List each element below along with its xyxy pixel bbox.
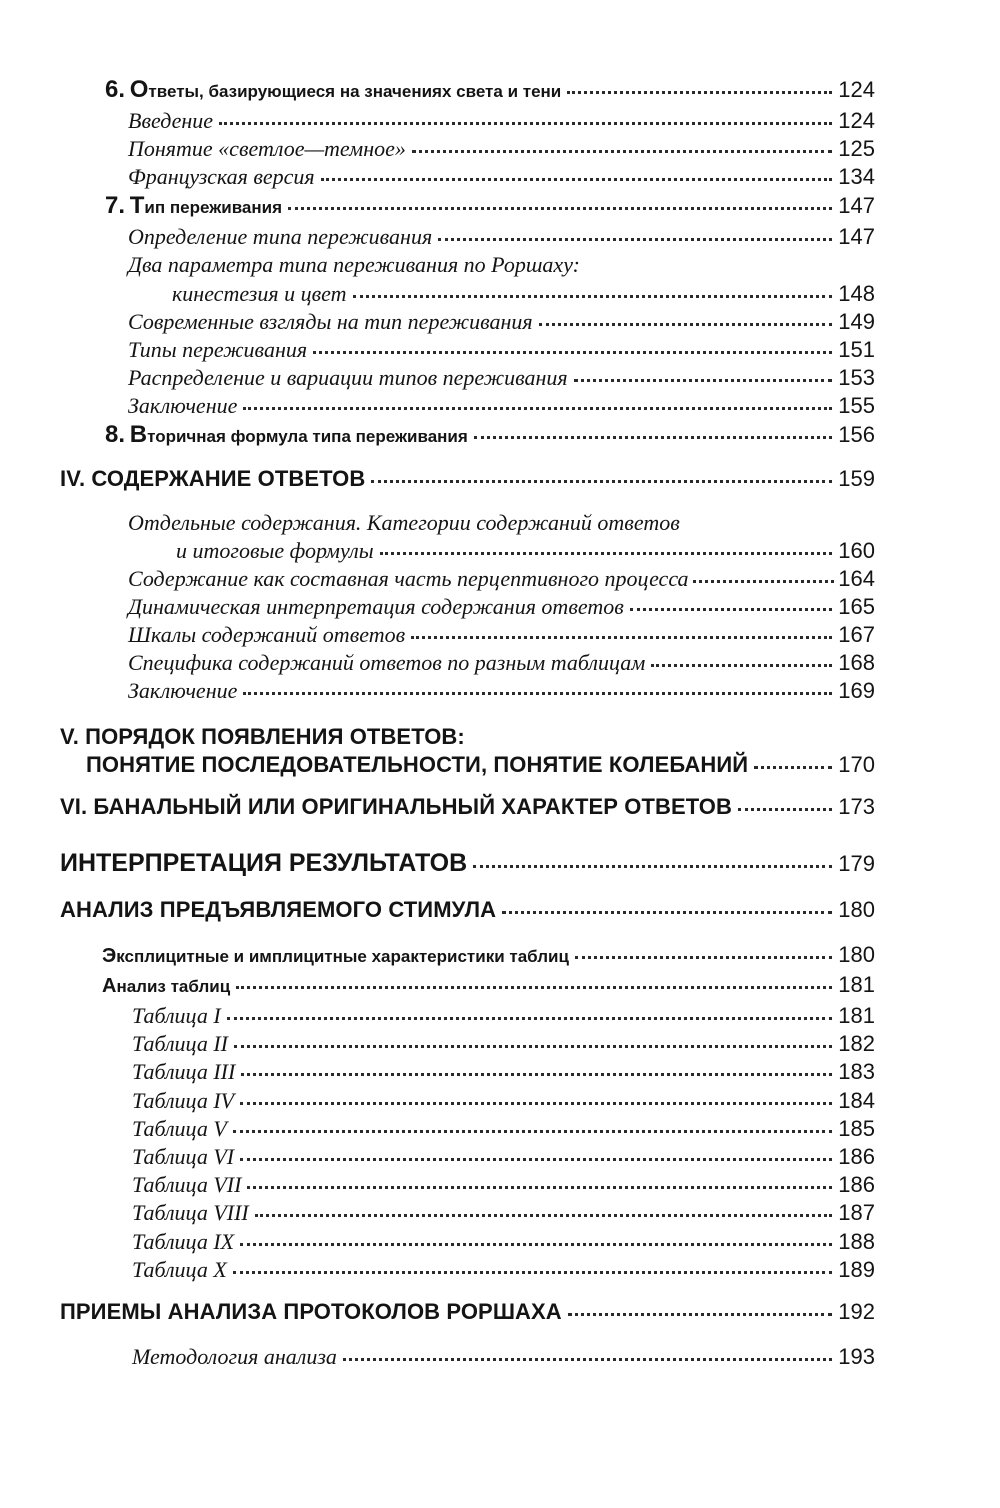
entry-title: Таблица I bbox=[132, 1003, 221, 1028]
toc-entry-6[interactable] bbox=[0, 76, 875, 104]
toc-entry-definition[interactable] bbox=[0, 224, 875, 250]
page-number: 124 bbox=[838, 108, 875, 133]
entry-title: Таблица IX bbox=[132, 1229, 235, 1254]
entry-title: Таблица VI bbox=[132, 1144, 235, 1169]
entry-title: Французская версия bbox=[128, 164, 315, 189]
dot-leader bbox=[651, 664, 832, 667]
toc-entry-table-10[interactable] bbox=[0, 1257, 875, 1283]
entry-title: Определение типа переживания bbox=[128, 224, 433, 249]
entry-number: 6. bbox=[105, 76, 126, 103]
dot-leader bbox=[313, 351, 832, 354]
entry-title: Специфика содержаний ответов по разным таблицам bbox=[128, 650, 646, 675]
entry-title: Содержание как составная часть перцептивного процесса bbox=[128, 566, 689, 591]
page-number: 169 bbox=[838, 678, 875, 703]
page-number: 167 bbox=[838, 622, 875, 647]
page-number: 159 bbox=[838, 466, 875, 491]
entry-title: Заключение bbox=[128, 393, 238, 418]
toc-entry-tables-analysis[interactable] bbox=[0, 972, 875, 998]
entry-title: Таблица V bbox=[132, 1116, 227, 1141]
entry-title: ИНТЕРПРЕТАЦИЯ РЕЗУЛЬТАТОВ bbox=[60, 849, 468, 877]
entry-initial: Э bbox=[102, 945, 117, 967]
toc-entry-table-9[interactable] bbox=[0, 1229, 875, 1255]
toc-entry-conclusion-1[interactable] bbox=[0, 393, 875, 419]
toc-entry-8[interactable] bbox=[0, 421, 875, 449]
page-number: 155 bbox=[838, 393, 875, 418]
dot-leader bbox=[438, 238, 832, 241]
dot-leader bbox=[412, 150, 832, 153]
entry-title: ип переживания bbox=[144, 198, 283, 217]
dot-leader bbox=[380, 552, 833, 555]
dot-leader bbox=[288, 207, 832, 210]
toc-entry-separate-contents[interactable] bbox=[0, 538, 875, 564]
dot-leader bbox=[567, 91, 832, 94]
dot-leader bbox=[227, 1017, 833, 1020]
toc-entry-table-7[interactable] bbox=[0, 1172, 875, 1198]
page-number: 125 bbox=[838, 136, 875, 161]
page-number: 160 bbox=[838, 538, 875, 563]
dot-leader bbox=[233, 1130, 833, 1133]
entry-title: ПОНЯТИЕ ПОСЛЕДОВАТЕЛЬНОСТИ, ПОНЯТИЕ КОЛЕБАНИЙ bbox=[86, 752, 749, 777]
entry-title: Таблица II bbox=[132, 1031, 228, 1056]
entry-title: Таблица VIII bbox=[132, 1200, 249, 1225]
entry-title: торичная формула типа переживания bbox=[147, 427, 468, 446]
toc-chapter-v[interactable] bbox=[0, 752, 875, 778]
entry-title-line1: V. ПОРЯДОК ПОЯВЛЕНИЯ ОТВЕТОВ: bbox=[60, 724, 465, 749]
toc-entry-modern-views[interactable] bbox=[0, 309, 875, 335]
toc-entry-scales[interactable] bbox=[0, 622, 875, 648]
page-number: 149 bbox=[838, 309, 875, 334]
entry-initial: О bbox=[129, 76, 149, 103]
page-number: 184 bbox=[838, 1088, 875, 1113]
entry-title: Заключение bbox=[128, 678, 238, 703]
page-number: 182 bbox=[838, 1031, 875, 1056]
entry-title: Понятие «светлое—темное» bbox=[128, 136, 406, 161]
dot-leader bbox=[539, 323, 833, 326]
entry-title: Шкалы содержаний ответов bbox=[128, 622, 406, 647]
page-number: 180 bbox=[838, 897, 875, 922]
page-number: 180 bbox=[838, 942, 875, 967]
dot-leader bbox=[240, 1243, 832, 1246]
entry-title: кинестезия и цвет bbox=[172, 281, 347, 306]
toc-entry-explicit-implicit[interactable] bbox=[0, 942, 875, 968]
toc-entry-table-1[interactable] bbox=[0, 1003, 875, 1029]
page-number: 124 bbox=[838, 77, 875, 102]
dot-leader bbox=[371, 480, 832, 483]
toc-chapter-vi[interactable] bbox=[0, 794, 875, 820]
toc-entry-types[interactable] bbox=[0, 337, 875, 363]
dot-leader bbox=[255, 1214, 833, 1217]
page-number: 168 bbox=[838, 650, 875, 675]
page-number: 179 bbox=[838, 851, 875, 876]
entry-title: ксплицитные и имплицитные характеристики таблиц bbox=[116, 947, 569, 966]
toc-entry-two-parameters[interactable] bbox=[0, 281, 875, 307]
dot-leader bbox=[502, 911, 832, 914]
toc-entry-table-6[interactable] bbox=[0, 1144, 875, 1170]
entry-initial: А bbox=[102, 975, 117, 997]
dot-leader bbox=[241, 1073, 832, 1076]
dot-leader bbox=[754, 766, 832, 769]
dot-leader bbox=[575, 956, 832, 959]
page-number: 186 bbox=[838, 1172, 875, 1197]
page-number: 165 bbox=[838, 594, 875, 619]
dot-leader bbox=[473, 865, 832, 868]
entry-title: Таблица VII bbox=[132, 1172, 242, 1197]
toc-entry-specifics[interactable] bbox=[0, 650, 875, 676]
page-number: 185 bbox=[838, 1116, 875, 1141]
dot-leader bbox=[240, 1102, 832, 1105]
dot-leader bbox=[243, 407, 832, 410]
toc-entry-table-4[interactable] bbox=[0, 1088, 875, 1114]
entry-title: Динамическая интерпретация содержания ответов bbox=[128, 594, 624, 619]
dot-leader bbox=[234, 1045, 832, 1048]
toc-entry-distribution[interactable] bbox=[0, 365, 875, 391]
entry-title: Таблица X bbox=[132, 1257, 227, 1282]
toc-entry-dynamic[interactable] bbox=[0, 594, 875, 620]
dot-leader bbox=[236, 986, 832, 989]
page-number: 187 bbox=[838, 1200, 875, 1225]
page-number: 170 bbox=[838, 752, 875, 777]
toc-entry-stimulus-analysis[interactable] bbox=[0, 897, 875, 923]
page-number: 147 bbox=[838, 193, 875, 218]
entry-title: VI. БАНАЛЬНЫЙ ИЛИ ОРИГИНАЛЬНЫЙ ХАРАКТЕР ОТВЕТОВ bbox=[60, 794, 732, 819]
toc-entry-protocol-analysis[interactable] bbox=[0, 1299, 875, 1325]
entry-title: нализ таблиц bbox=[116, 977, 231, 996]
page-number: 181 bbox=[838, 1003, 875, 1028]
toc-part-interpretation[interactable] bbox=[0, 849, 875, 878]
entry-title: Введение bbox=[128, 108, 214, 133]
entry-title: IV. СОДЕРЖАНИЕ ОТВЕТОВ bbox=[60, 466, 366, 491]
dot-leader bbox=[219, 122, 832, 125]
dot-leader bbox=[568, 1313, 832, 1316]
page-number: 192 bbox=[838, 1299, 875, 1324]
dot-leader bbox=[474, 436, 832, 439]
page-number: 181 bbox=[838, 972, 875, 997]
entry-title: Распределение и вариации типов переживания bbox=[128, 365, 568, 390]
toc-entry-vvedenie[interactable] bbox=[0, 108, 875, 134]
toc-chapter-iv[interactable] bbox=[0, 466, 875, 492]
page-number: 193 bbox=[838, 1344, 875, 1369]
entry-title: Современные взгляды на тип переживания bbox=[128, 309, 533, 334]
entry-title: тветы, базирующиеся на значениях света и тени bbox=[148, 82, 562, 101]
toc-entry-svetloe-temnoe[interactable] bbox=[0, 136, 875, 162]
entry-number: 8. bbox=[105, 421, 126, 448]
entry-title: Таблица III bbox=[132, 1059, 236, 1084]
entry-title: ПРИЕМЫ АНАЛИЗА ПРОТОКОЛОВ РОРШАХА bbox=[60, 1299, 562, 1324]
dot-leader bbox=[247, 1186, 832, 1189]
entry-title: АНАЛИЗ ПРЕДЪЯВЛЯЕМОГО СТИМУЛА bbox=[60, 897, 497, 922]
dot-leader bbox=[353, 295, 833, 298]
dot-leader bbox=[574, 379, 833, 382]
entry-initial: В bbox=[129, 421, 148, 448]
entry-initial: Т bbox=[129, 192, 145, 219]
toc-entry-table-2[interactable] bbox=[0, 1031, 875, 1057]
entry-title-line1: Отдельные содержания. Категории содержаний ответов bbox=[128, 510, 680, 535]
toc-entry-table-8[interactable] bbox=[0, 1200, 875, 1226]
entry-title: Типы переживания bbox=[128, 337, 308, 362]
toc-entry-7[interactable] bbox=[0, 192, 875, 220]
dot-leader bbox=[240, 1158, 832, 1161]
dot-leader bbox=[321, 178, 833, 181]
entry-title-line1: Два параметра типа переживания по Роршаху: bbox=[128, 252, 580, 277]
page-number: 147 bbox=[838, 224, 875, 249]
toc-entry-french-version[interactable] bbox=[0, 164, 875, 190]
dot-leader bbox=[233, 1271, 833, 1274]
page-number: 148 bbox=[838, 281, 875, 306]
entry-title: и итоговые формулы bbox=[176, 538, 374, 563]
dot-leader bbox=[411, 636, 832, 639]
page-number: 164 bbox=[838, 566, 875, 591]
toc-entry-content-perceptive[interactable] bbox=[0, 566, 875, 592]
toc-entry-conclusion-2[interactable] bbox=[0, 678, 875, 704]
page-number: 156 bbox=[838, 422, 875, 447]
page-number: 173 bbox=[838, 794, 875, 819]
page-number: 134 bbox=[838, 164, 875, 189]
page-number: 189 bbox=[838, 1257, 875, 1282]
entry-number: 7. bbox=[105, 192, 126, 219]
toc-entry-table-3[interactable] bbox=[0, 1059, 875, 1085]
page-number: 186 bbox=[838, 1144, 875, 1169]
page-number: 188 bbox=[838, 1229, 875, 1254]
toc-entry-table-5[interactable] bbox=[0, 1116, 875, 1142]
toc-entry-methodology[interactable] bbox=[0, 1344, 875, 1370]
page-number: 151 bbox=[838, 337, 875, 362]
entry-title: Методология анализа bbox=[132, 1344, 337, 1369]
dot-leader bbox=[243, 692, 832, 695]
page-number: 183 bbox=[838, 1059, 875, 1084]
entry-title: Таблица IV bbox=[132, 1088, 235, 1113]
page-number: 153 bbox=[838, 365, 875, 390]
dot-leader bbox=[630, 608, 832, 611]
dot-leader bbox=[693, 580, 835, 583]
dot-leader bbox=[738, 808, 832, 811]
dot-leader bbox=[343, 1358, 832, 1361]
